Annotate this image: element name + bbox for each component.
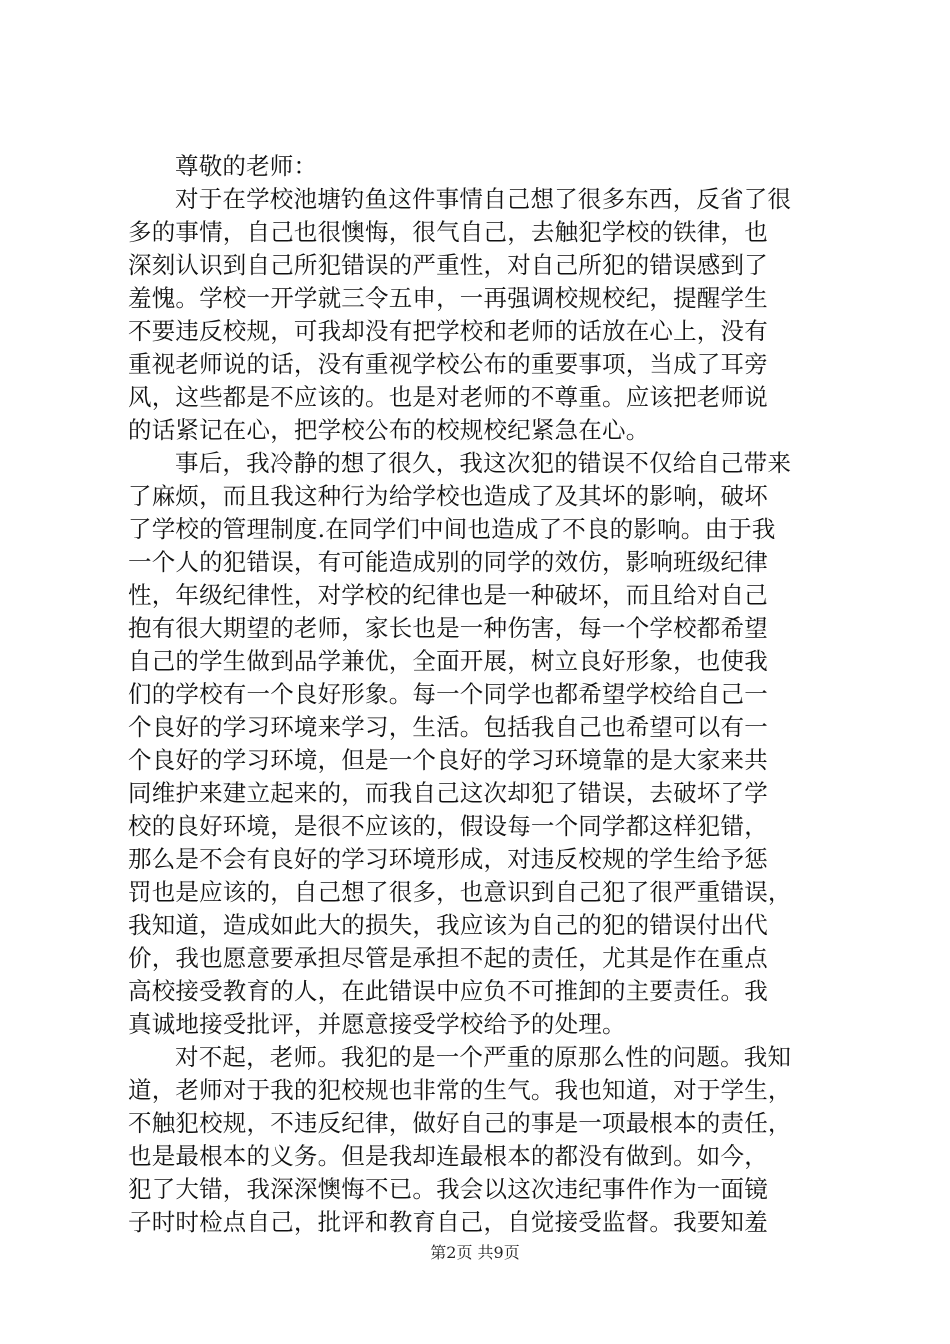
paragraph-line: 对于在学校池塘钓鱼这件事情自己想了很多东西，反省了很	[175, 185, 792, 213]
paragraph-line: 同维护来建立起来的，而我自己这次却犯了错误，去破坏了学	[128, 779, 768, 807]
paragraph-line: 子时时检点自己，批评和教育自己，自觉接受监督。我要知羞	[128, 1208, 768, 1236]
paragraph-line: 个良好的学习环境来学习，生活。包括我自己也希望可以有一	[128, 713, 768, 741]
paragraph-line: 个良好的学习环境，但是一个良好的学习环境靠的是大家来共	[128, 746, 768, 774]
paragraph-line: 性，年级纪律性，对学校的纪律也是一种破坏，而且给对自己	[128, 581, 768, 609]
paragraph-line: 不触犯校规，不违反纪律，做好自己的事是一项最根本的责任，	[128, 1109, 792, 1137]
paragraph-line: 我知道，造成如此大的损失，我应该为自己的犯的错误付出代	[128, 911, 768, 939]
paragraph-line: 深刻认识到自己所犯错误的严重性，对自己所犯的错误感到了	[128, 251, 768, 279]
letter-body	[128, 150, 838, 1239]
paragraph-line: 重视老师说的话，没有重视学校公布的重要事项，当成了耳旁	[128, 350, 768, 378]
paragraph-line: 了学校的管理制度.在同学们中间也造成了不良的影响。由于我	[128, 515, 776, 543]
paragraph-line: 的话紧记在心，把学校公布的校规校纪紧急在心。	[128, 416, 650, 444]
page-number-footer: 第2页 共9页	[430, 1243, 520, 1262]
paragraph-line: 自己的学生做到品学兼优，全面开展，树立良好形象，也使我	[128, 647, 768, 675]
paragraph-line: 高校接受教育的人，在此错误中应负不可推卸的主要责任。我	[128, 977, 768, 1005]
salutation: 尊敬的老师：	[175, 152, 318, 180]
paragraph-line: 也是最根本的义务。但是我却连最根本的都没有做到。如今，	[128, 1142, 768, 1170]
paragraph-line: 那么是不会有良好的学习环境形成，对违反校规的学生给予惩	[128, 845, 768, 873]
paragraph-line: 一个人的犯错误，有可能造成别的同学的效仿，影响班级纪律	[128, 548, 768, 576]
paragraph-line: 羞愧。学校一开学就三令五申，一再强调校规校纪，提醒学生	[128, 284, 768, 312]
paragraph-line: 犯了大错，我深深懊悔不已。我会以这次违纪事件作为一面镜	[128, 1175, 768, 1203]
paragraph-line: 价，我也愿意要承担尽管是承担不起的责任，尤其是作在重点	[128, 944, 768, 972]
paragraph-line: 不要违反校规，可我却没有把学校和老师的话放在心上，没有	[128, 317, 768, 345]
paragraph-line: 校的良好环境，是很不应该的，假设每一个同学都这样犯错，	[128, 812, 768, 840]
paragraph-line: 对不起，老师。我犯的是一个严重的原那么性的问题。我知	[175, 1043, 792, 1071]
paragraph-line: 事后，我冷静的想了很久，我这次犯的错误不仅给自己带来	[175, 449, 792, 477]
paragraph-line: 风，这些都是不应该的。也是对老师的不尊重。应该把老师说	[128, 383, 768, 411]
paragraph-line: 抱有很大期望的老师，家长也是一种伤害，每一个学校都希望	[128, 614, 768, 642]
paragraph-line: 多的事情，自己也很懊悔，很气自己，去触犯学校的铁律，也	[128, 218, 768, 246]
paragraph-line: 罚也是应该的，自己想了很多，也意识到自己犯了很严重错误，	[128, 878, 792, 906]
paragraph-line: 了麻烦，而且我这种行为给学校也造成了及其坏的影响，破坏	[128, 482, 768, 510]
paragraph-line: 真诚地接受批评，并愿意接受学校给予的处理。	[128, 1010, 626, 1038]
paragraph-line: 道，老师对于我的犯校规也非常的生气。我也知道，对于学生，	[128, 1076, 792, 1104]
paragraph-line: 们的学校有一个良好形象。每一个同学也都希望学校给自己一	[128, 680, 768, 708]
